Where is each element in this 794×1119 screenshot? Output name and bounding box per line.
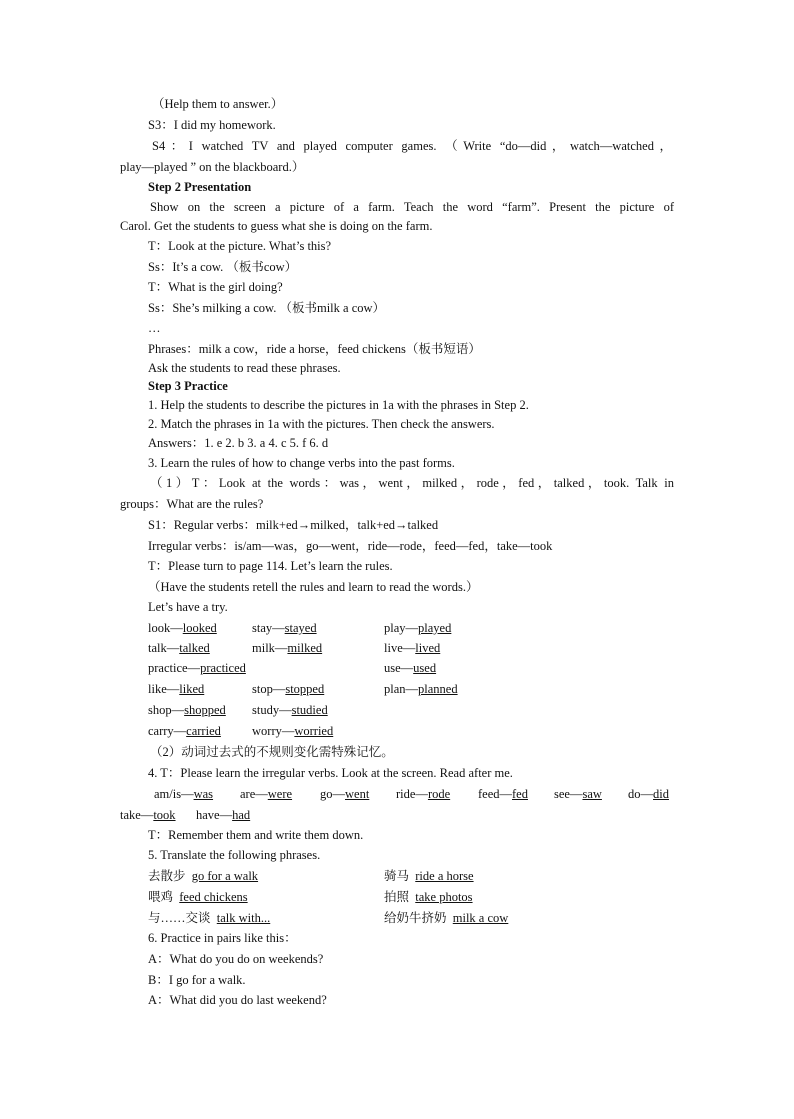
text-line: S1：Regular verbs：milk+ed→milked，talk+ed→talked bbox=[148, 518, 439, 532]
step-heading: Step 3 Practice bbox=[148, 379, 228, 393]
text-line: play—played ” on the blackboard.） bbox=[120, 160, 305, 174]
text-line: Ss：She’s milking a cow. （板书milk a cow） bbox=[148, 301, 386, 315]
text-line: 5. Translate the following phrases. bbox=[148, 848, 321, 862]
text-line: 6. Practice in pairs like this： bbox=[148, 931, 297, 945]
translation-pair: 去散步 go for a walk bbox=[148, 869, 259, 883]
verb-pair: go—went bbox=[320, 787, 370, 801]
text-line: B：I go for a walk. bbox=[148, 973, 246, 987]
text-line: Ask the students to read these phrases. bbox=[148, 361, 341, 375]
verb-pair: look—looked bbox=[148, 621, 217, 635]
text-line: T：Please turn to page 114. Let’s learn the rules. bbox=[148, 559, 393, 573]
text-line: Phrases：milk a cow，ride a horse，feed chickens（板书短语） bbox=[148, 342, 481, 356]
verb-pair: milk—milked bbox=[252, 641, 323, 655]
verb-pair: play—played bbox=[384, 621, 452, 635]
text-line: Carol. Get the students to guess what she is doing on the farm. bbox=[120, 219, 433, 233]
verb-pair: are—were bbox=[240, 787, 293, 801]
verb-pair: stop—stopped bbox=[252, 682, 325, 696]
text-line: Ss：It’s a cow. （板书cow） bbox=[148, 260, 298, 274]
text-line: （Have the students retell the rules and learn to read the words.） bbox=[148, 580, 479, 594]
text-line: Irregular verbs：is/am—was，go—went，ride—rode，feed—fed，take—took bbox=[148, 539, 553, 553]
text-line: 4. T：Please learn the irregular verbs. Look at the screen. Read after me. bbox=[148, 766, 513, 780]
text-line: S4：I watched TV and played computer games. （Write “do—did，watch—watched， bbox=[152, 139, 672, 153]
text-line: 3. Learn the rules of how to change verbs into the past forms. bbox=[148, 456, 455, 470]
verb-pair: plan—planned bbox=[384, 682, 458, 696]
text-line: （Help them to answer.） bbox=[152, 97, 284, 111]
verb-pair: do—did bbox=[628, 787, 669, 801]
translation-pair: 喂鸡 feed chickens bbox=[148, 890, 248, 904]
verb-pair: shop—shopped bbox=[148, 703, 226, 717]
text-line: T：What is the girl doing? bbox=[148, 280, 283, 294]
translation-pair: 骑马 ride a horse bbox=[384, 869, 474, 883]
text-line: Let’s have a try. bbox=[148, 600, 228, 614]
verb-pair: ride—rode bbox=[396, 787, 451, 801]
verb-pair: carry—carried bbox=[148, 724, 221, 738]
verb-pair: practice—practiced bbox=[148, 661, 246, 675]
verb-pair: talk—talked bbox=[148, 641, 210, 655]
text-line: A：What do you do on weekends? bbox=[148, 952, 324, 966]
text-line: （1）T：Look at the words：was，went，milked，rode，fed，talked，took. Talk in bbox=[150, 476, 674, 490]
verb-pair: feed—fed bbox=[478, 787, 528, 801]
verb-pair: worry—worried bbox=[252, 724, 334, 738]
text-line: T：Look at the picture. What’s this? bbox=[148, 239, 332, 253]
text-line: 2. Match the phrases in 1a with the pictures. Then check the answers. bbox=[148, 417, 495, 431]
verb-pair: study—studied bbox=[252, 703, 328, 717]
verb-pair: see—saw bbox=[554, 787, 602, 801]
verb-pair: have—had bbox=[196, 808, 251, 822]
translation-pair: 拍照 take photos bbox=[384, 890, 473, 904]
text-line: S3：I did my homework. bbox=[148, 118, 276, 132]
verb-pair: use—used bbox=[384, 661, 437, 675]
verb-pair: take—took bbox=[120, 808, 176, 822]
text-line: Show on the screen a picture of a farm. Teach the word “farm”. Present the picture of bbox=[150, 200, 674, 214]
translation-pair: 与……交谈 talk with... bbox=[148, 911, 271, 925]
verb-pair: like—liked bbox=[148, 682, 205, 696]
text-line: 1. Help the students to describe the pictures in 1a with the phrases in Step 2. bbox=[148, 398, 529, 412]
text-line: groups：What are the rules? bbox=[120, 497, 264, 511]
text-line: … bbox=[148, 321, 161, 335]
text-line: Answers：1. e 2. b 3. a 4. c 5. f 6. d bbox=[148, 436, 329, 450]
verb-pair: stay—stayed bbox=[252, 621, 317, 635]
verb-pair: am/is—was bbox=[154, 787, 214, 801]
text-line: （2）动词过去式的不规则变化需特殊记忆。 bbox=[150, 745, 394, 759]
step-heading: Step 2 Presentation bbox=[148, 180, 252, 194]
text-line: A：What did you do last weekend? bbox=[148, 993, 327, 1007]
verb-pair: live—lived bbox=[384, 641, 441, 655]
translation-pair: 给奶牛挤奶 milk a cow bbox=[384, 911, 509, 925]
text-line: T：Remember them and write them down. bbox=[148, 828, 364, 842]
